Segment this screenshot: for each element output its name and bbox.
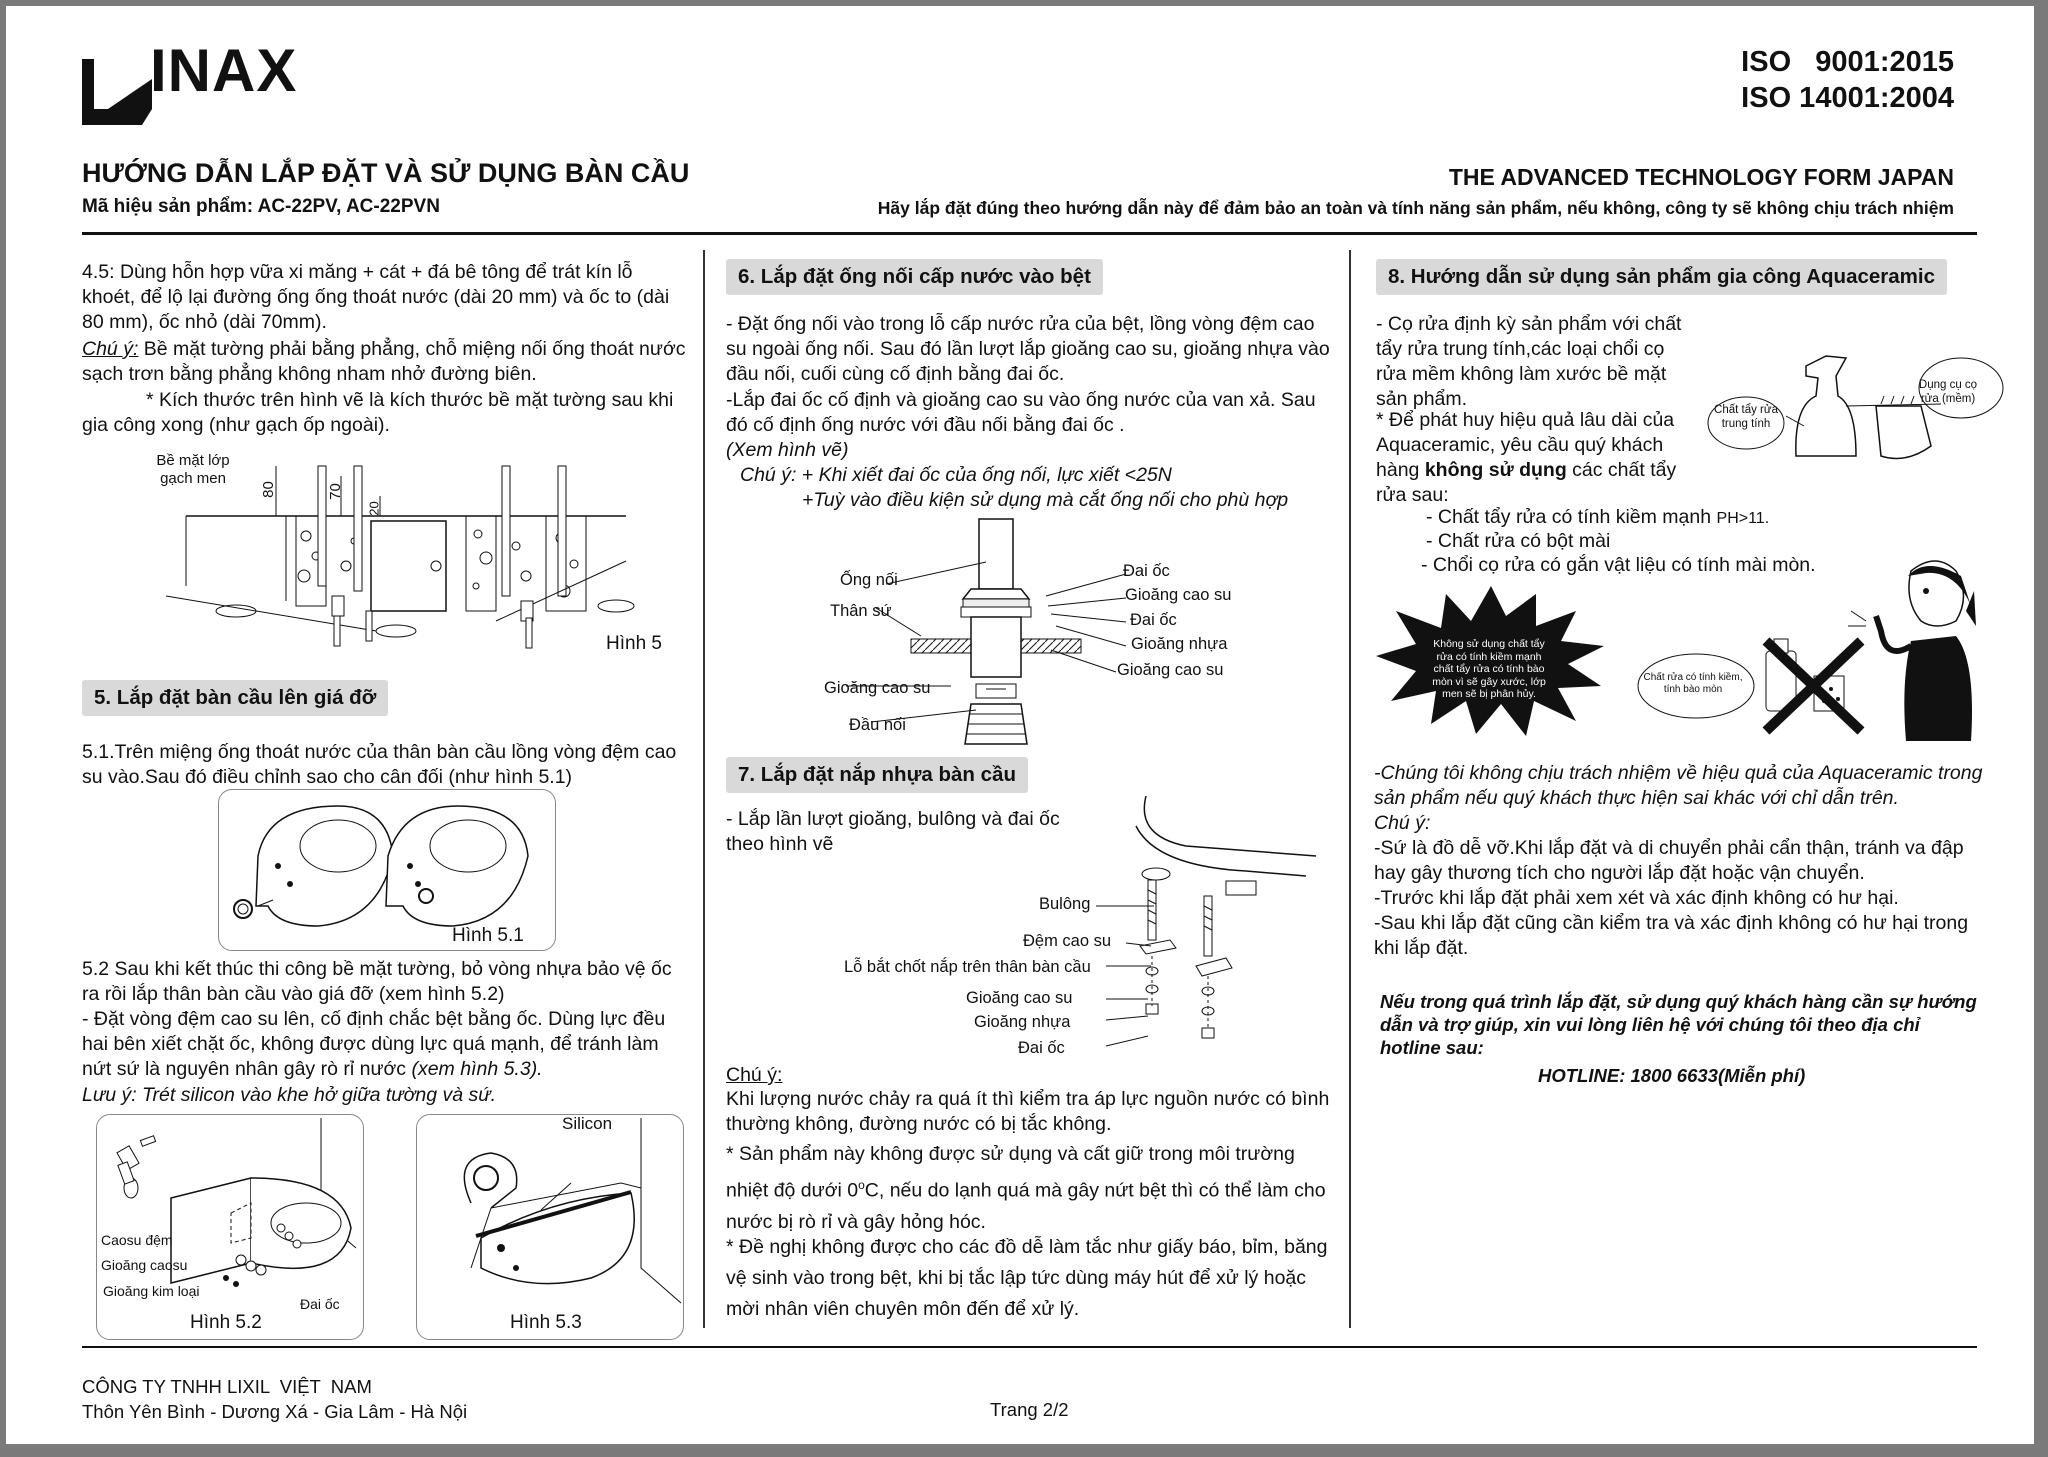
fig52-daioc-label: Đai ốc <box>300 1296 340 1312</box>
section-5-heading: 5. Lắp đặt bàn cầu lên giá đỡ <box>82 680 388 716</box>
section-5-2-note: Lưu ý: Trét silicon vào khe hở giữa tường và sứ. <box>82 1084 497 1106</box>
figure-6-leader-lines <box>726 546 1136 746</box>
fig53-silicon-label: Silicon <box>562 1114 613 1133</box>
section-6-see-figure: (Xem hình vẽ) <box>726 439 849 461</box>
warning-burst-text: Không sử dụng chất tẩy rửa có tính kiềm mạnh chất tẩy rửa có tính bào mòn vì sẽ gây xước, lớp men sẽ bị phân hủy. <box>1432 638 1546 700</box>
brand-logo: INAX <box>150 37 298 104</box>
document-page <box>6 6 2034 1444</box>
figure-5-3-drawing <box>421 1118 681 1328</box>
iso-14001: ISO 14001:2004 <box>1741 82 1954 114</box>
inax-logo-mark <box>82 58 152 126</box>
fig6-gioangcs3-label: Gioăng cao su <box>1117 661 1224 679</box>
li1-text: - Chất tẩy rửa có tính kiềm mạnh <box>1426 506 1717 528</box>
fig5-surface-label: Bề mặt lớp gạch men <box>156 452 230 487</box>
company-address: Thôn Yên Bình - Dương Xá - Gia Lâm - Hà Nội <box>82 1401 468 1422</box>
fig51-caption: Hình 5.1 <box>452 925 524 946</box>
section-8-text-a: - Cọ rửa định kỳ sản phẩm với chất tẩy rửa trung tính,các loại chổi cọ rửa mềm không làm xước bề mặt sản phẩm. <box>1376 313 1682 410</box>
section-4-5-text: 4.5: Dùng hỗn hợp vữa xi măng + cát + đá bê tông để trát kín lỗ khoét, để lộ lại đường ống ống thoát nước (dài 20 mm) và ốc to (dài 80 mm), ốc nhỏ (dài 70mm). <box>82 261 670 333</box>
bubble-alkaline-abrasive: Chất rửa có tính kiềm, tính bào mòn <box>1643 672 1743 695</box>
p52b-text: - Đặt vòng đệm cao su lên, cố định chắc bệt bằng ốc. Dùng lực đều hai bên xiết chặt ốc, không được dùng lực quá mạnh, để tránh làm nứt sứ là nguyên nhân gây rò rỉ nước <box>82 1008 666 1080</box>
product-model: Mã hiệu sản phẩm: AC-22PV, AC-22PVN <box>82 196 440 217</box>
col3-note-inspect-before: -Trước khi lắp đặt phải xem xét và xác định không có hư hại. <box>1374 887 1899 909</box>
list-item-alkaline <box>1426 505 1769 531</box>
col3-note-label: Chú ý: <box>1374 812 1431 834</box>
list-item-abrasive: - Chất rửa có bột mài <box>1426 530 1611 552</box>
section-5-2-text: 5.2 Sau khi kết thúc thi công bề mặt tường, bỏ vòng nhựa bảo vệ ốc ra rồi lắp thân bàn cầu vào giá đỡ (xem hình 5.2) <box>82 958 672 1005</box>
woman-cleaning-illustration <box>1636 551 1976 741</box>
hotline-intro: Nếu trong quá trình lắp đặt, sử dụng quý khách hàng cần sự hướng dẫn và trợ giúp, xin vui lòng liên hệ với chúng tôi theo địa chỉ hotline sau: <box>1380 991 1977 1058</box>
degree-sup: o <box>858 1178 865 1192</box>
fig52-caption: Hình 5.2 <box>190 1312 262 1333</box>
header-divider <box>82 232 1977 235</box>
fig53-caption: Hình 5.3 <box>510 1312 582 1333</box>
section-6-heading: 6. Lắp đặt ống nối cấp nước vào bệt <box>726 259 1103 295</box>
fig7-daioc-label: Đai ốc <box>1018 1039 1065 1057</box>
fig7-demcaosu-label: Đệm cao su <box>1023 932 1112 950</box>
section-6-text-b: -Lắp đai ốc cố định và gioăng cao su vào ống nước của van xả. Sau đó cố định ống nước với đầu nối bằng đai ốc . <box>726 389 1316 436</box>
fig6-ongnoi-label: Ống nối <box>840 571 898 589</box>
fig6-daioc2-label: Đai ốc <box>1130 611 1177 629</box>
fig52-caosu-label: Caosu đệm <box>101 1232 173 1248</box>
section-7-heading: 7. Lắp đặt nắp nhựa bàn cầu <box>726 757 1028 793</box>
p52b-ref: (xem hình 5.3). <box>406 1058 543 1080</box>
col2-note-3: * Đề nghị không được cho các đồ dễ làm tắc như giấy báo, bỉm, băng vệ sinh vào trong bệt, khi bị tắc lập tức dùng máy hút để xử lý hoặc mời nhân viên chuyên môn đến để xử lý. <box>726 1236 1328 1320</box>
safety-notice: Hãy lắp đặt đúng theo hướng dẫn này để đảm bảo an toàn và tính năng sản phẩm, nếu không, công ty sẽ không chịu trách nhiệm <box>877 198 1954 218</box>
fig6-daunoi-label: Đầu nối <box>849 716 906 734</box>
fig6-gioangnhua-label: Gioăng nhựa <box>1131 635 1228 653</box>
fig6-gioangcs-right-label: Gioăng cao su <box>1125 586 1232 604</box>
list-item-brush: - Chổi cọ rửa có gắn vật liệu có tính mài mòn. <box>1421 554 1816 576</box>
li1-ph: PH>11. <box>1716 510 1770 527</box>
company-name: CÔNG TY TNHH LIXIL VIỆT NAM <box>82 1376 372 1397</box>
footer-company <box>82 1374 467 1424</box>
section-8-text-b <box>1376 408 1706 508</box>
page-number: Trang 2/2 <box>990 1399 1069 1420</box>
p8b-bold: không sử dụng <box>1424 459 1567 481</box>
fig6-gioangcs-left-label: Gioăng cao su <box>824 679 931 697</box>
n2-text-a: * Sản phẩm này không được sử dụng và cất giữ trong môi trường nhiệt độ dưới 0 <box>726 1143 1295 1202</box>
fig5-dim-20: 20 <box>366 501 382 516</box>
fig52-gioang-label: Gioăng caosu <box>101 1257 188 1273</box>
col3-note-inspect-after: -Sau khi lắp đặt cũng cần kiểm tra và xác định không có hư hại trong khi lắp đặt. <box>1374 912 1969 959</box>
hotline-number: HOTLINE: 1800 6633(Miễn phí) <box>1538 1065 1806 1086</box>
col2-note-2 <box>726 1139 1338 1238</box>
section-6-note: Chú ý: + Khi xiết đai ốc của ống nối, lực xiết <25N <box>740 464 1172 486</box>
fig5-caption: Hình 5 <box>606 633 662 654</box>
col2-note-label: Chú ý: <box>726 1064 783 1086</box>
fig5-dim-80: 80 <box>259 481 277 498</box>
fig7-bulong-label: Bulông <box>1039 895 1091 913</box>
column-divider-2 <box>1349 250 1351 1328</box>
n2-text-b: C, nếu do lạnh quá mà gây nứt bệt thì có thể làm cho nước bị rò rỉ và gây hỏng hóc. <box>726 1179 1326 1233</box>
iso-9001: ISO 9001:2015 <box>1741 46 1954 78</box>
col2-note-1: Khi lượng nước chảy ra quá ít thì kiểm tra áp lực nguồn nước có bình thường không, đường nước có bị tắc không. <box>726 1088 1330 1135</box>
section-8-heading: 8. Hướng dẫn sử dụng sản phẩm gia công Aquaceramic <box>1376 259 1947 295</box>
section-5-1-text: 5.1.Trên miệng ống thoát nước của thân bàn cầu lồng vòng đệm cao su vào.Sau đó điều chỉnh sao cho cân đối (như hình 5.1) <box>82 741 677 788</box>
p8b-pre: * Để phát huy hiệu quả lâu dài của Aquaceramic, yêu cầu quý khách hàng <box>1376 409 1675 481</box>
fig52-kimloai-label: Gioăng kim loại <box>103 1283 200 1299</box>
col3-note-fragile: -Sứ là đồ dễ vỡ.Khi lắp đặt và di chuyển phải cẩn thận, tránh va đập hay gây thương tích cho người lắp đặt hoặc vận chuyển. <box>1374 837 1964 884</box>
fig5-dim-70: 70 <box>326 483 344 500</box>
section-6-text-a: - Đặt ống nối vào trong lỗ cấp nước rửa của bệt, lồng vòng đệm cao su ngoài ống nối. Sau đó lần lượt lắp gioăng cao su, gioăng nhựa vào đầu nối, cuối cùng cố định bằng đai ốc. <box>726 313 1330 385</box>
footer-divider <box>82 1346 1977 1348</box>
note-label: Chú ý: <box>82 338 139 360</box>
bubble-neutral-cleaner: Chất tẩy rửa trung tính <box>1714 404 1778 430</box>
fig7-gioangcs-label: Gioăng cao su <box>966 989 1073 1007</box>
col1-note2: * Kích thước trên hình vẽ là kích thước bề mặt tường sau khi gia công xong (như gạch ốp ngoài). <box>82 389 674 436</box>
figure-5-wall-drawing <box>166 446 646 656</box>
p8b-post: các chất tẩy rửa sau: <box>1376 459 1677 506</box>
section-8-disclaimer: -Chúng tôi không chịu trách nhiệm về hiệu quả của Aquaceramic trong sản phẩm nếu quý khách thực hiện sai khác với chỉ dẫn trên. <box>1374 762 1983 809</box>
section-5-2-text-b <box>82 1007 690 1082</box>
fig7-gioangnhua-label: Gioăng nhựa <box>974 1013 1071 1031</box>
fig7-lobat-label: Lỗ bắt chốt nắp trên thân bàn cầu <box>844 958 1091 976</box>
figure-5-1-toilet-drawing <box>228 796 548 936</box>
section-7-text: - Lắp lần lượt gioăng, bulông và đai ốc theo hình vẽ <box>726 808 1060 855</box>
iso-certifications <box>1741 44 1954 116</box>
page-title: HƯỚNG DẪN LẮP ĐẶT VÀ SỬ DỤNG BÀN CẦU <box>82 158 690 188</box>
fig6-daioc-right-label: Đai ốc <box>1123 562 1170 580</box>
note-text: Bề mặt tường phải bằng phẳng, chỗ miệng nối ống thoát nước sạch trơn bằng phẳng không nham nhở đường biên. <box>82 338 686 385</box>
bubble-soft-tool: Dụng cụ cọ rửa (mềm) <box>1918 379 1978 405</box>
column-divider-1 <box>703 250 705 1328</box>
fig6-thansu-label: Thân sứ <box>830 602 892 620</box>
section-6-note2: +Tuỳ vào điều kiện sử dụng mà cắt ống nối cho phù hợp <box>802 489 1289 511</box>
tagline: THE ADVANCED TECHNOLOGY FORM JAPAN <box>1448 164 1954 190</box>
col1-note <box>82 337 690 387</box>
